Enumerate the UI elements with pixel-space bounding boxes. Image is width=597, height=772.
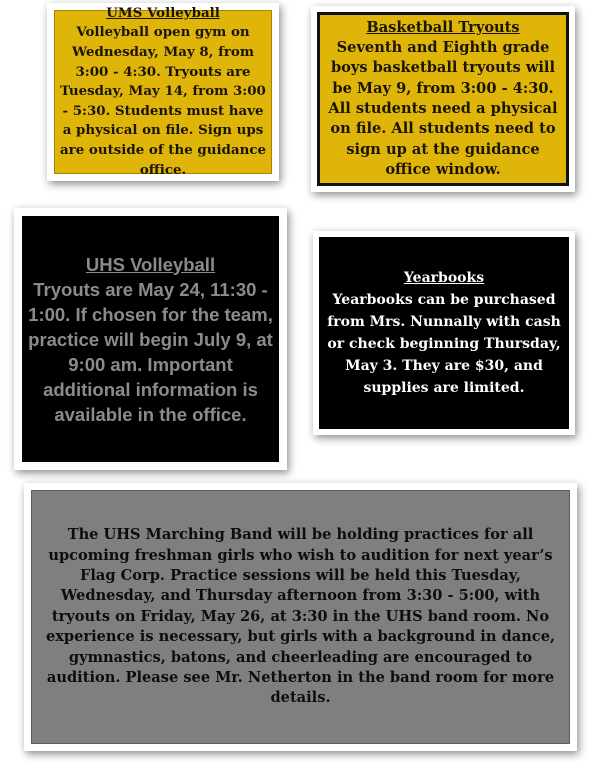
marching-band-card bbox=[24, 483, 577, 751]
ums-volleyball-card bbox=[47, 3, 279, 181]
uhs-volleyball-body: Tryouts are May 24, 11:30 - 1:00. If chosen for the team, practice will begin July 9, at 9:00 am. Important additional information is available in the office. bbox=[28, 278, 273, 425]
uhs-volleyball-card bbox=[14, 208, 287, 470]
basketball-tryouts-panel bbox=[317, 12, 569, 186]
marching-band-panel bbox=[31, 490, 570, 744]
ums-volleyball-title: UMS Volleyball bbox=[106, 4, 220, 21]
uhs-volleyball-title: UHS Volleyball bbox=[85, 253, 216, 275]
yearbooks-body: Yearbooks can be purchased from Mrs. Nunnally with cash or check beginning Thursday, May 3. They are $30, and supplies are limited. bbox=[327, 292, 561, 396]
basketball-tryouts-title: Basketball Tryouts bbox=[366, 18, 520, 36]
basketball-tryouts-card bbox=[311, 6, 575, 192]
ums-volleyball-body: Volleyball open gym on Wednesday, May 8, from 3:00 - 4:30. Tryouts are Tuesday, May 14, from 3:00 - 5:30. Students must have a physical on file. Sign ups are outside of the guidance office. bbox=[59, 24, 267, 178]
yearbooks-title: Yearbooks bbox=[403, 270, 485, 286]
yearbooks-card bbox=[313, 231, 575, 435]
basketball-tryouts-body: Seventh and Eighth grade boys basketball tryouts will be May 9, from 3:00 - 4:30. All students need a physical on file. All students need to sign up at the guidance office window. bbox=[328, 39, 558, 178]
marching-band-body: The UHS Marching Band will be holding practices for all upcoming freshman girls who wish to audition for next year’s Flag Corp. Practice sessions will be held this Tuesday, Wednesday, and Thursday afternoon from 3:30 - 5:00, with tryouts on Friday, May 26, at 3:30 in the UHS band room. No experience is necessary, but girls with a background in dance, gymnastics, batons, and cheerleading are encouraged to audition. Please see Mr. Netherton in the band room for more details. bbox=[45, 526, 556, 707]
uhs-volleyball-panel bbox=[22, 216, 279, 462]
ums-volleyball-panel bbox=[54, 4, 272, 178]
yearbooks-panel bbox=[319, 237, 569, 429]
